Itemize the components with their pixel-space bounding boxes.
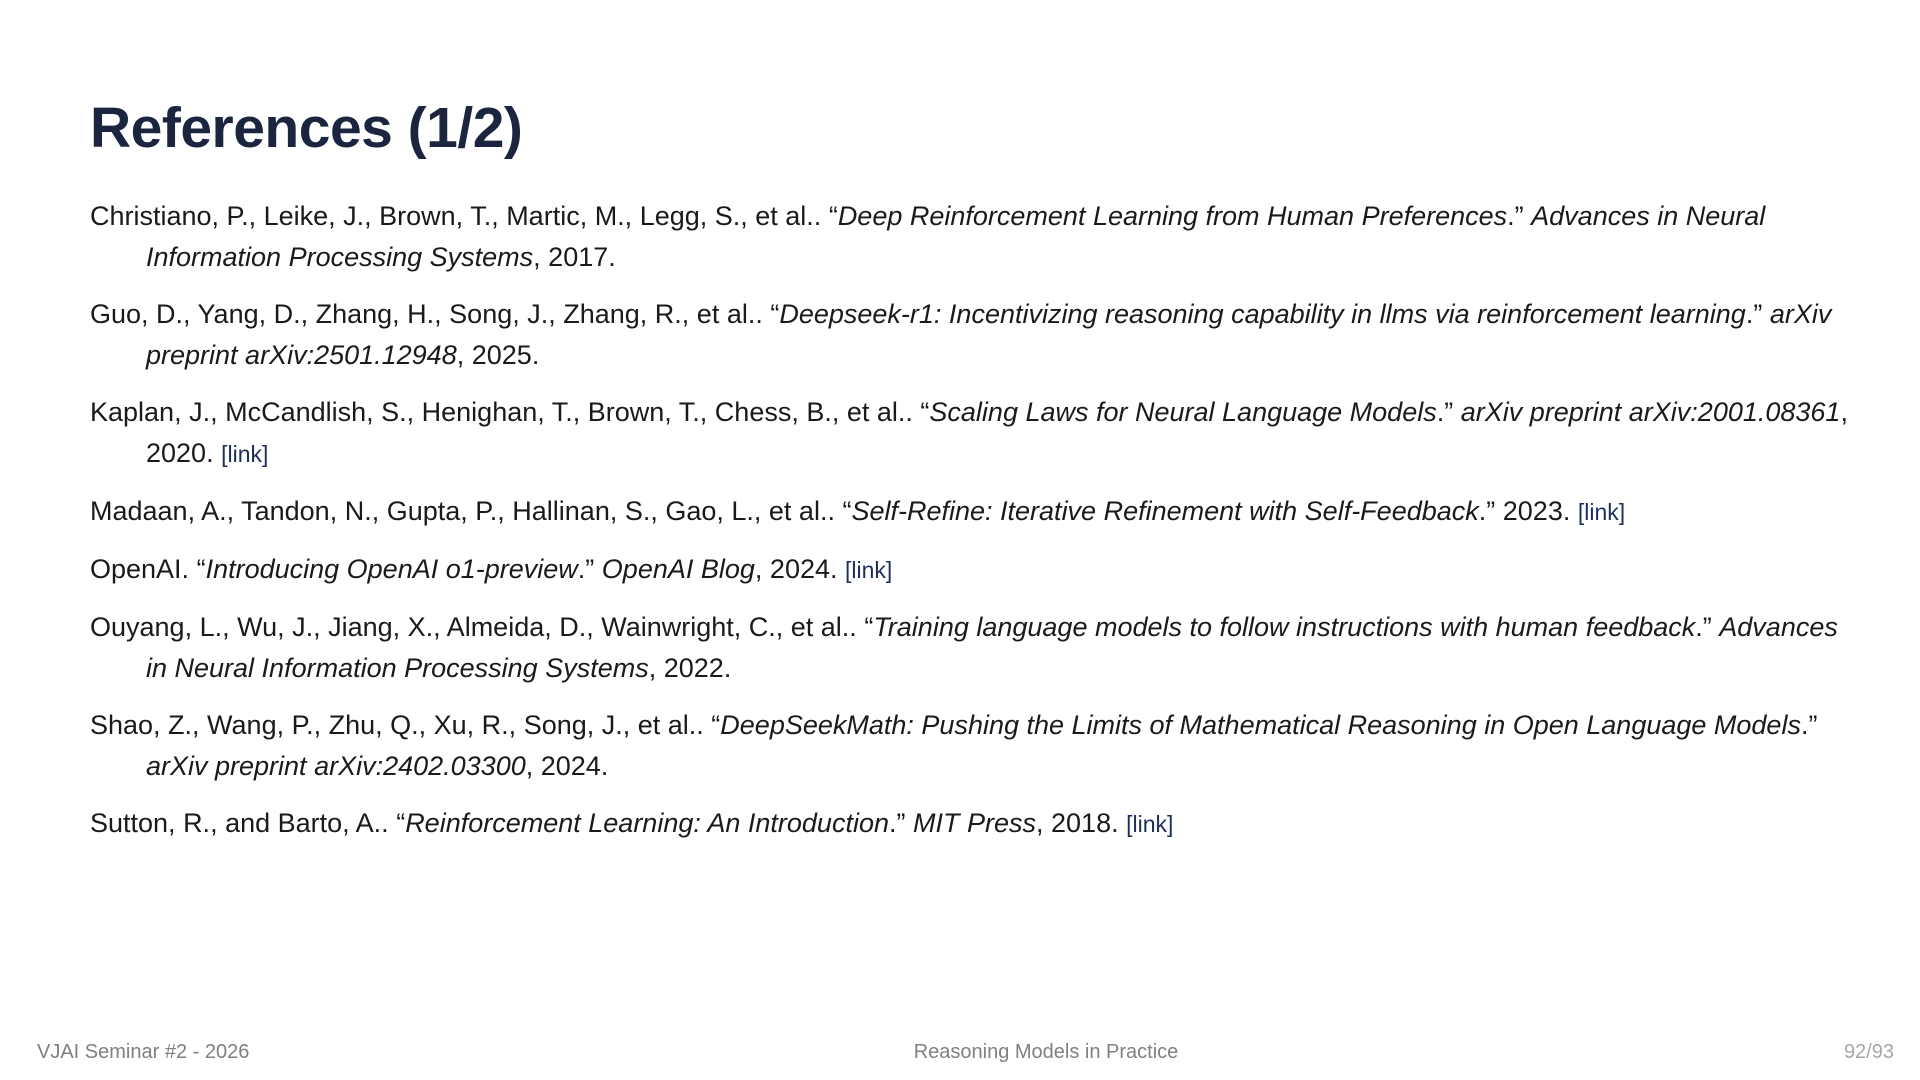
reference-link[interactable]: [link] <box>845 557 893 583</box>
reference-item: OpenAI. “Introducing OpenAI o1-preview.” OpenAI Blog, 2024. [link] <box>90 554 893 584</box>
reference-item: Kaplan, J., McCandlish, S., Henighan, T., Brown, T., Chess, B., et al.. “Scaling Laws for Neural Language Models.” arXiv preprint arXiv:2001.08361, 2020. [link] <box>90 397 1848 468</box>
reference-title: Scaling Laws for Neural Language Models <box>929 397 1437 427</box>
slide-title: References (1/2) <box>90 96 523 160</box>
reference-title: Reinforcement Learning: An Introduction <box>405 808 889 838</box>
reference-authors: Shao, Z., Wang, P., Zhu, Q., Xu, R., Song, J., et al.. <box>90 710 712 740</box>
reference-title: Deep Reinforcement Learning from Human Preferences <box>837 201 1508 231</box>
reference-authors: Madaan, A., Tandon, N., Gupta, P., Hallinan, S., Gao, L., et al.. <box>90 496 843 526</box>
reference-authors: Christiano, P., Leike, J., Brown, T., Martic, M., Legg, S., et al.. <box>90 201 829 231</box>
reference-venue: arXiv preprint arXiv:2501.12948 <box>146 299 1832 370</box>
reference-year: 2017 <box>548 242 609 272</box>
reference-item: Christiano, P., Leike, J., Brown, T., Martic, M., Legg, S., et al.. “Deep Reinforcement Learning from Human Preferences.” Advances in Neural Information Processing Systems, 2017. <box>90 201 1766 272</box>
reference-item: Madaan, A., Tandon, N., Gupta, P., Hallinan, S., Gao, L., et al.. “Self-Refine: Iterative Refinement with Self-Feedback.” 2023. [link] <box>90 496 1626 526</box>
reference-title: Training language models to follow instructions with human feedback <box>873 612 1696 642</box>
reference-year: 2024 <box>540 751 601 781</box>
reference-venue: arXiv preprint arXiv:2402.03300 <box>146 751 526 781</box>
reference-venue: OpenAI Blog <box>601 554 755 584</box>
reference-authors: Sutton, R., and Barto, A.. <box>90 808 397 838</box>
reference-title: DeepSeekMath: Pushing the Limits of Mathematical Reasoning in Open Language Models <box>720 710 1801 740</box>
reference-year: 2023 <box>1502 496 1563 526</box>
reference-authors: Kaplan, J., McCandlish, S., Henighan, T., Brown, T., Chess, B., et al.. <box>90 397 921 427</box>
reference-venue: Advances in Neural Information Processing Systems <box>146 612 1838 683</box>
reference-list <box>90 196 1850 861</box>
reference-link[interactable]: [link] <box>1126 811 1174 837</box>
footer-page-number: 92/93 <box>1843 1041 1894 1063</box>
reference-link[interactable]: [link] <box>1577 499 1626 525</box>
reference-title: Self-Refine: Iterative Refinement with Self-Feedback <box>851 496 1479 526</box>
reference-venue: Advances in Neural Information Processing Systems <box>146 201 1766 272</box>
reference-year: 2020 <box>146 438 207 468</box>
footer-presentation-title: Reasoning Models in Practice <box>913 1041 1179 1063</box>
reference-year: 2022 <box>663 653 724 683</box>
reference-year: 2018 <box>1051 808 1112 838</box>
reference-item: Sutton, R., and Barto, A.. “Reinforcement Learning: An Introduction.” MIT Press, 2018. [link] <box>90 808 1174 838</box>
reference-link[interactable]: [link] <box>221 441 269 467</box>
reference-item: Shao, Z., Wang, P., Zhu, Q., Xu, R., Song, J., et al.. “DeepSeekMath: Pushing the Limits of Mathematical Reasoning in Open Language Models.” arXiv preprint arXiv:2402.03300, 2024. <box>90 710 1818 781</box>
reference-year: 2025 <box>471 340 532 370</box>
reference-item: Ouyang, L., Wu, J., Jiang, X., Almeida, D., Wainwright, C., et al.. “Training language models to follow instructions with human feedback.” Advances in Neural Information Processing Systems, 2022. <box>90 612 1838 683</box>
reference-item: Guo, D., Yang, D., Zhang, H., Song, J., Zhang, R., et al.. “Deepseek-r1: Incentivizing reasoning capability in llms via reinforcement learning.” arXiv preprint arXiv:2501.12948, 2025. <box>90 299 1832 370</box>
reference-title: Introducing OpenAI o1-preview <box>205 554 578 584</box>
reference-authors: Ouyang, L., Wu, J., Jiang, X., Almeida, D., Wainwright, C., et al.. <box>90 612 865 642</box>
reference-authors: OpenAI. <box>90 554 197 584</box>
footer-event: VJAI Seminar #2 - 2026 <box>37 1041 250 1063</box>
reference-title: Deepseek-r1: Incentivizing reasoning capability in llms via reinforcement learning <box>779 299 1746 329</box>
reference-authors: Guo, D., Yang, D., Zhang, H., Song, J., Zhang, R., et al.. <box>90 299 771 329</box>
reference-venue: MIT Press <box>912 808 1036 838</box>
reference-venue: arXiv preprint arXiv:2001.08361 <box>1460 397 1841 427</box>
reference-year: 2024 <box>769 554 830 584</box>
